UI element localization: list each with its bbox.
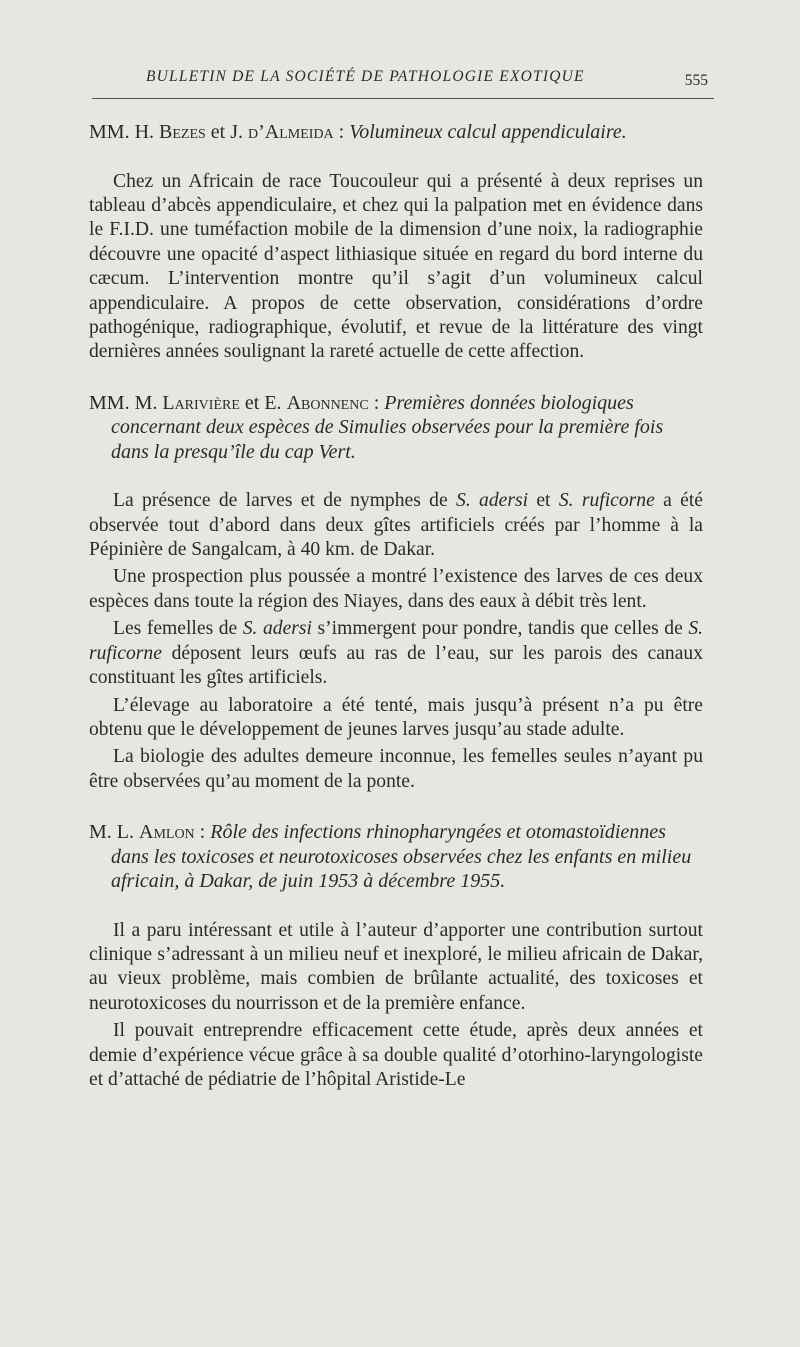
paragraph: [89, 489, 703, 562]
species-name: S. adersi: [456, 490, 529, 512]
text-run: s’immergent pour pondre, tandis que celles de: [311, 618, 689, 640]
authors-prefix: M. L.: [89, 821, 139, 844]
species-name: S. ruficorne: [558, 490, 655, 512]
author-name: Larivière: [162, 391, 240, 414]
text-run: Les femelles de: [113, 618, 243, 640]
abstract-lariviere-abonnenc: [89, 391, 703, 794]
communication-title: Rôle des infections rhinopharyngées et otomastoïdiennes dans les toxicoses et neurotoxicoses observées chez les enfants en milieu africain, à Dakar, de juin 1953 à décembre 1955.: [111, 821, 692, 893]
communication-title: Premières données biologiques concernant deux espèces de Simulies observées pour la première fois dans la presqu’île du cap Vert.: [111, 391, 664, 463]
entry-heading: [89, 391, 703, 465]
authors-prefix: MM. H.: [89, 121, 160, 143]
entry-heading: [89, 820, 703, 894]
abstract-bezes-almeida: [89, 120, 703, 365]
authors-conjunction: et E.: [239, 391, 287, 414]
paragraph: La biologie des adultes demeure inconnue, les femelles seules n’ayant pu être observées qu’au moment de la ponte.: [89, 746, 703, 792]
paragraph: [89, 617, 703, 690]
journal-title: BULLETIN DE LA SOCIÉTÉ DE PATHOLOGIE EXOTIQUE: [146, 68, 585, 85]
separator: :: [333, 121, 350, 143]
authors-prefix: MM. M.: [89, 391, 163, 414]
text-run: a été observée tout d’abord dans deux gîtes artificiels créés par l’homme à la Pépinière de Sangalcam, à 40 km. de Dakar.: [89, 490, 703, 561]
running-header: [92, 62, 714, 99]
paragraph: Chez un Africain de race Toucouleur qui a présenté à deux reprises un tableau d’abcès appendiculaire, et chez qui la palpation met en évidence dans le F.I.D. une tuméfaction mobile de la dimension d’une noix, la radiographie découvre une opacité d’aspect lithiasique située en regard du bord interne du cæcum. L’intervention montre qu’il s’agit d’un volumineux calcul appendiculaire. A propos de cette observation, considérations d’ordre pathogénique, radiographique, évolutif, et revue de la littérature des vingt dernières années soulignant la rareté actuelle de cette affection.: [89, 170, 703, 363]
page-number: 555: [684, 72, 708, 89]
separator: :: [368, 391, 385, 414]
text-run: La présence de larves et de nymphes de: [113, 490, 457, 512]
text-run: et: [528, 490, 559, 512]
author-name: Abonnenc: [286, 391, 369, 414]
text-run: déposent leurs œufs au ras de l’eau, sur les parois des canaux constituant les gîtes artificiels.: [89, 642, 703, 689]
author-name: d’Almeida: [248, 121, 334, 143]
abstract-amlon: [89, 820, 703, 1092]
paragraph: Il pouvait entreprendre efficacement cette étude, après deux années et demie d’expérience vécue grâce à sa double qualité d’otorhino-laryngologiste et d’attaché de pédiatrie de l’hôpital Aristide-Le: [89, 1020, 703, 1091]
paragraph: L’élevage au laboratoire a été tenté, mais jusqu’à présent n’a pu être obtenu que le développement de jeunes larves jusqu’au stade adulte.: [89, 694, 703, 740]
communication-title: Volumineux calcul appendiculaire.: [349, 121, 627, 143]
author-name: Bezes: [159, 121, 206, 143]
species-name: S. ruficorne: [89, 618, 704, 664]
authors-conjunction: et J.: [205, 121, 249, 143]
paragraph: Une prospection plus poussée a montré l’existence des larves de ces deux espèces dans toute la région des Niayes, dans des eaux à débit très lent.: [89, 566, 703, 612]
separator: :: [194, 821, 211, 844]
paragraph: Il a paru intéressant et utile à l’auteur d’apporter une contribution surtout clinique s’adressant à un milieu neuf et inexploré, le milieu africain de Dakar, au vieux problème, mais combien de brûlante actualité, des toxicoses et neurotoxicoses du nourrisson et de la première enfance.: [89, 919, 703, 1014]
entry-heading: [89, 120, 703, 145]
page-body: [89, 120, 703, 1118]
species-name: S. adersi: [242, 618, 312, 640]
author-name: Amlon: [139, 821, 195, 844]
